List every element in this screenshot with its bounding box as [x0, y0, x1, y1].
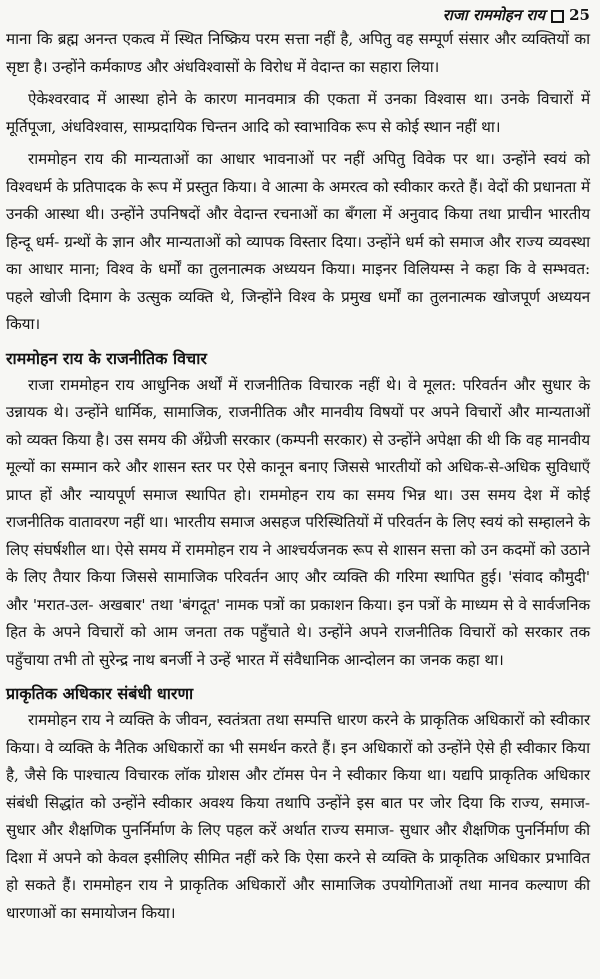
paragraph-natural-rights: राममोहन राय ने व्यक्ति के जीवन, स्वतंत्रता तथा सम्पत्ति धारण करने के प्राकृतिक अधिकारों को स्वीकार किया। वे व्यक्ति के नैतिक अधिकारों का भी समर्थन करते हैं। इन अधिकारों को उन्होंने ऐसे ही स्वीकार किया है, जैसे कि पाश्चात्य विचारक लॉक ग्रोशस और टॉमस पेन ने स्वीकार किया था। यद्यपि प्राकृतिक अधिकार संबंधी सिद्धांत को उन्होंने स्वीकार अवश्य किया तथापि उन्होंने इस बात पर जोर दिया कि राज्य, समाज- सुधार और शैक्षणिक पुनर्निर्माण के लिए पहल करें अर्थात राज्य समाज- सुधार और शैक्षणिक पुनर्निर्माण की दिशा में अपने को केवल इसीलिए सीमित नहीं करे कि ऐसा करने से व्यक्ति के प्राकृतिक अधिकार प्रभावित हो सकते हैं। राममोहन राय ने प्राकृतिक अधिकारों और सामाजिक उपयोगिताओं तथा मानव कल्याण की धारणाओं का समायोजन किया। [6, 711, 590, 922]
paragraph-political-ideas: राजा राममोहन राय आधुनिक अर्थों में राजनीतिक विचारक नहीं थे। वे मूलत: परिवर्तन और सुधार के उन्नायक थे। उन्होंने धार्मिक, सामाजिक, राजनीतिक और मानवीय विषयों पर अपने विचारों और मान्यताओं को व्यक्त किया है। उस समय की अँग्रेजी सरकार (कम्पनी सरकार) से उन्होंने अपेक्षा की थी कि वह मानवीय मूल्यों का सम्मान करे और शासन स्तर पर ऐसे कानून बनाए जिससे भारतीयों को अधिक-से-अधिक सुविधाएँ प्राप्त हों और न्यायपूर्ण समाज स्थापित हो। राममोहन राय का समय भिन्न था। उस समय देश में कोई राजनीतिक वातावरण नहीं था। भारतीय समाज असहज परिस्थितियों में परिवर्तन के लिए स्वयं को सम्हालने के लिए संघर्षशील था। ऐसे समय में राममोहन राय ने आश्चर्यजनक रूप से शासन सत्ता को उन कदमों को उठाने के लिए तैयार किया जिससे सामाजिक परिवर्तन आए और व्यक्ति की गरिमा स्थापित हुई। 'संवाद कौमुदी' और 'मरात-उल- अखबार' तथा 'बंगदूत' नामक पत्रों का प्रकाशन किया। इन पत्रों के माध्यम से वे सार्वजनिक हित के अपने विचारों को आम जनता तक पहुँचाते थे। उन्होंने अपने राजनीतिक विचारों को सरकार तक पहुँचाया तभी तो सुरेन्द्र नाथ बनर्जी ने उन्हें भारत में संवैधानिक आन्दोलन का जनक कहा था। [6, 375, 590, 669]
running-header [6, 4, 590, 26]
page-number: 25 [569, 6, 590, 24]
paragraph-continuation: माना कि ब्रह्म अनन्त एकत्व में स्थित निष्क्रिय परम सत्ता नहीं है, अपितु वह सम्पूर्ण संसार और व्यक्तियों का सृष्टा है। उन्होंने कर्मकाण्ड और अंधविश्वासों के विरोध में वेदान्त का सहारा लिया। [6, 30, 590, 76]
square-box-icon [551, 10, 564, 23]
section-heading-natural-rights: प्राकृतिक अधिकार संबंधी धारणा [6, 684, 194, 703]
paragraph-monotheism: ऐकेश्वरवाद में आस्था होने के कारण मानवमात्र की एकता में उनका विश्वास था। उनके विचारों में मूर्तिपूजा, अंधविश्वास, साम्प्रदायिक चिन्तन आदि को स्वाभाविक रूप से कोई स्थान नहीं था। [6, 90, 590, 136]
paragraph-reason-religion: राममोहन राय की मान्यताओं का आधार भावनाओं पर नहीं अपितु विवेक पर था। उन्होंने स्वयं को विश्वधर्म के प्रतिपादक के रूप में प्रस्तुत किया। वे आत्मा के अमरत्व को स्वीकार करते हैं। वेदों की प्रधानता में उनकी आस्था थी। उन्होंने उपनिषदों और वेदान्त रचनाओं का बँगला में अनुवाद किया तथा प्राचीन भारतीय हिन्दू धर्म- ग्रन्थों के ज्ञान और मान्यताओं को व्यापक विस्तार दिया। उन्होंने धर्म को समाज और राज्य व्यवस्था का आधार माना; विश्व के धर्मों का तुलनात्मक अध्ययन किया। माइनर विलियम्स ने कहा कि वे सम्भवत: पहले खोजी दिमाग के उत्सुक व्यक्ति थे, जिन्होंने विश्व के प्रमुख धर्मों का तुलनात्मक खोजपूर्ण अध्ययन किया। [6, 150, 590, 333]
section-heading-political-ideas: राममोहन राय के राजनीतिक विचार [6, 348, 207, 368]
running-title: राजा राममोहन राय [442, 6, 546, 24]
